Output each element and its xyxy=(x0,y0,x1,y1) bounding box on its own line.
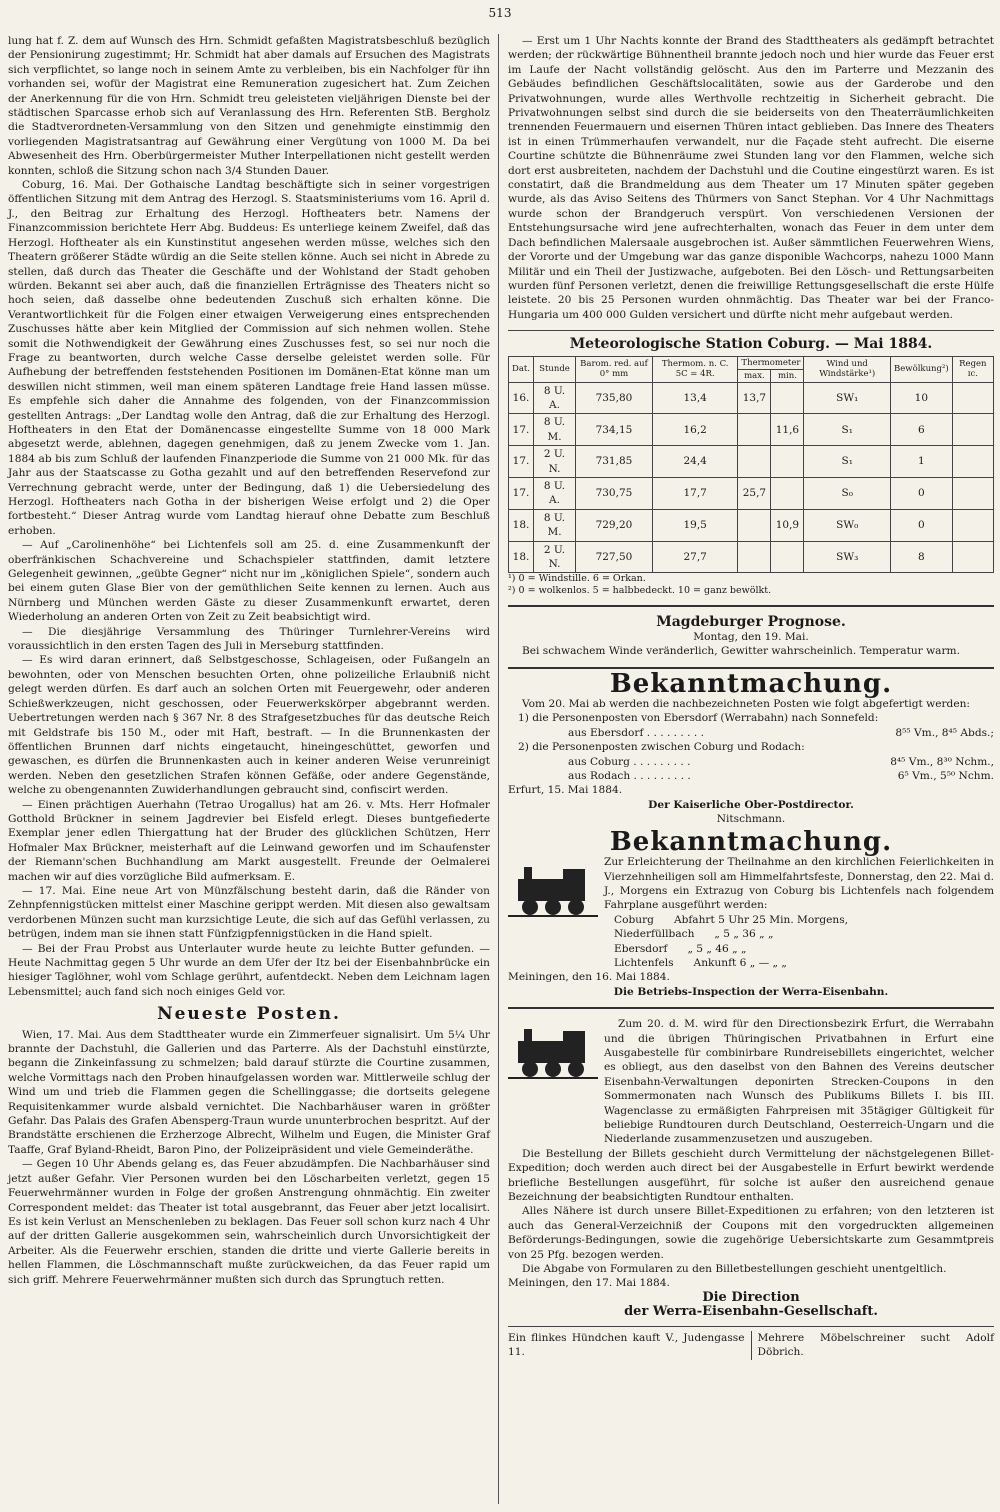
notice-text: Die Bestellung der Billets geschieht durch Vermittelung der nächstgelegenen Billet-Expedition; doch werden auch direct bei der Ausgabestelle in Erfurt bewirkt werdende briefliche Bestellungen ausgeführt, für solche ist außer den ausreichend genaue Bezeichnung der beabsichtigten Rundtour enthalten. xyxy=(508,1147,994,1204)
notice-signer: Der Kaiserliche Ober-Postdirector. xyxy=(648,798,854,811)
meteo-cell: 731,85 xyxy=(575,446,652,478)
meteo-cell: 16. xyxy=(509,382,534,414)
notice-time-row xyxy=(508,769,994,783)
meteo-cell: 13,7 xyxy=(738,382,771,414)
schedule-time: Abfahrt 5 Uhr 25 Min. Morgens, xyxy=(673,913,849,926)
schedule-station: Lichtenfels xyxy=(614,956,674,969)
meteo-cell xyxy=(952,446,993,478)
article-paragraph: — Einen prächtigen Auerhahn (Tetrao Urogallus) hat am 26. v. Mts. Herr Hofmaler Gotthold Brückner in seinem Jagdrevier bei Eisfeld erlegt. Dieses buntgefiederte Exemplar jener edlen Thiergattung hat der Bruder des glücklichen Schützen, Herr Hofmaler Max Brückner, meisterhaft auf die Leinwand geworfen und im Schaufenster der Riemann'schen Buchhandlung am Markt ausgestellt. Freunde der Oelmalerei machen wir auf dies vorzügliche Bild aufmerksam. E. xyxy=(8,798,490,883)
meteo-cell: 10,9 xyxy=(771,509,804,541)
meteo-table xyxy=(508,356,994,574)
meteo-cell: 17. xyxy=(509,446,534,478)
page-number: 513 xyxy=(488,6,512,20)
meteo-cell: 19,5 xyxy=(652,509,738,541)
divider xyxy=(508,605,994,607)
meteo-cell xyxy=(952,414,993,446)
meteo-note: ²) 0 = wolkenlos. 5 = halbbedeckt. 10 = ganz bewölkt. xyxy=(508,585,772,597)
meteo-header: Bewölkung²) xyxy=(891,356,953,382)
notice-text: Alles Nähere ist durch unsere Billet-Expeditionen zu erfahren; von den letzteren ist auch das General-Verzeichniß der Coupons mit den vorgedruckten allgemeinen Beförderungs-Bedingungen, sowie die zugehörige Uebersichtskarte zum Gesammtpreis von 25 Pfg. bezogen werden. xyxy=(508,1205,994,1261)
meteo-cell: 727,50 xyxy=(575,541,652,573)
news-heading: Neueste Posten. xyxy=(157,1004,341,1025)
small-ad: Ein flinkes Hündchen kauft V., Judengasse 11. xyxy=(508,1331,752,1360)
meteo-row xyxy=(509,509,994,541)
notice-text: Zum 20. d. M. wird für den Directionsbezirk Erfurt, die Werrabahn und die übrigen Thüringischen Privatbahnen in Erfurt eine Ausgabestelle für combinirbare Rundreisebillets eingerichtet, welcher es obliegt, aus den daselbst von den Bahnen des Vereins deutscher Eisenbahn-Verwaltungen deponirten Strecken-Coupons in den Sommermonaten nach Wunsch des Publikums Billets I. bis III. Wagenclasse zu ermäßigten Fahrpreisen mit 35tägiger Gültigkeit für beliebige Rundtouren durch Deutschland, Oesterreich-Ungarn und die Niederlande zusammenzusetzen und auszugeben. xyxy=(604,1018,994,1146)
prognose-text: Bei schwachem Winde veränderlich, Gewitter wahrscheinlich. Temperatur warm. xyxy=(522,645,960,658)
meteo-note: ¹) 0 = Windstille. 6 = Orkan. xyxy=(508,573,646,585)
right-column xyxy=(508,34,994,1360)
schedule-row xyxy=(604,956,994,970)
meteo-cell: 10 xyxy=(891,382,953,414)
schedule-station: Niederfüllbach xyxy=(614,928,695,941)
schedule-row xyxy=(604,913,994,927)
meteo-row xyxy=(509,382,994,414)
meteo-cell: 734,15 xyxy=(575,414,652,446)
notice-time-label: aus Rodach . . . . . . . . . xyxy=(568,770,691,783)
notice-signer: Die Direction xyxy=(702,1289,800,1305)
meteo-cell: 25,7 xyxy=(738,477,771,509)
meteo-cell: 1 xyxy=(891,446,953,478)
meteo-cell: 2 U. N. xyxy=(534,541,576,573)
meteo-header: Thermom. n. C. 5C = 4R. xyxy=(652,356,738,382)
article-paragraph: Coburg, 16. Mai. Der Gothaische Landtag beschäftigte sich in seiner vorgestrigen öffentlichen Sitzung mit dem Antrag des Herzogl. S. Staatsministeriums vom 16. April d. J., den Beitrag zur Erhaltung des Herzogl. Hoftheaters betr. Namens der Finanzcommission berichtete Herr Abg. Buddeus: Es unterliege keinem Zweifel, daß das Herzogl. Hoftheater als ein Kunstinstitut angesehen werden müsse, welches sich den Theatern größerer Städte würdig an die Seite stellen könne. Auch sei nicht in Abrede zu stellen, daß durch das Theater die Geschäfte und der Wohlstand der Stadt gehoben würden. Bekannt sei aber auch, daß die finanziellen Erträgnisse des Theaters nicht so hoch seien, daß dasselbe ohne bedeutenden Zuschuß sich erhalten könne. Die Verantwortlichkeit für die Folgen einer etwaigen Verweigerung eines entsprechenden Zuschusses hätte aber kein Mitglied der Commission auf sich nehmen wollen. Stehe somit die Nothwendigkeit der Gewährung eines Zuschusses fest, so sei nur noch die Frage zu beantworten, durch welche Casse derselbe geleistet werden solle. Für Aufhebung der betreffenden feststehenden Positionen im Domänen-Etat könne man um deswillen nicht stimmen, weil man einem späteren Landtage freie Hand lassen müsse. Es empfehle sich daher die Annahme des folgenden, von der Finanzcommission gestellten Antrags: „Der Landtag wolle den Antrag, daß die zur Erhaltung des Herzogl. Hoftheaters in den Etat der Domänencasse eingestellte Summe von 18 000 Mark abgesetzt werde, ablehnen, dagegen genehmigen, daß zu jenem Zwecke vom 1. Jan. 1884 ab bis zum Schluß der laufenden Finanzperiode die Summe von 21 000 Mk. für das Jahr aus der Staatscasse zu Gotha gezahlt und auf den betreffenden Reservefond zur Verrechnung gebracht werde, unter der Bedingung, daß 1) die Uebersiedelung des Herzogl. Hoftheaters nach Gotha in der bisherigen Weise erfolgt und 2) die Oper fortbesteht.“ Dieser Antrag wurde vom Landtag hierauf ohne Debatte zum Beschluß erhoben. xyxy=(8,179,490,537)
meteo-cell: 735,80 xyxy=(575,382,652,414)
notice-date: Meiningen, den 16. Mai 1884. xyxy=(508,971,670,984)
notice-text: Die Abgabe von Formularen zu den Billetbestellungen geschieht unentgeltlich. xyxy=(522,1263,947,1276)
schedule-time: „ 5 „ 46 „ „ xyxy=(687,942,747,955)
schedule-row xyxy=(604,927,994,941)
notice-date: Meiningen, den 17. Mai 1884. xyxy=(508,1277,670,1290)
meteo-cell: 6 xyxy=(891,414,953,446)
meteo-cell: 730,75 xyxy=(575,477,652,509)
meteo-cell xyxy=(738,446,771,478)
notice-signer-name: Nitschmann. xyxy=(716,813,786,826)
meteo-cell: 27,7 xyxy=(652,541,738,573)
meteo-row xyxy=(509,477,994,509)
news-paragraph: Wien, 17. Mai. Aus dem Stadttheater wurde ein Zimmerfeuer signalisirt. Um 5¼ Uhr brannte der Dachstuhl, die Gallerien und das Parterre. Als der Dachstuhl einstürzte, begann die Zinkeinfassung zu schmelzen; bald darauf stürzte die Courtine zusammen, welche Vormittags nach den Proben hinaufgelassen worden war. Mittlerweile schlug der Wind um und trieb die Flammen gegen die Schellinggasse; die dortseits gelegene Requisitenkammer wurde alsbald vernichtet. Die Nachbarhäuser waren in größter Gefahr. Das Palais des Grafen Abensperg-Traun wurde ununterbrochen bespritzt. Auf der Brandstätte erschienen die Erzherzoge Albrecht, Wilhelm und Eugen, die Minister Graf Taaffe, Graf Byland-Rheidt, Baron Pino, der Polizeipräsident und viele Gemeinderäthe. xyxy=(8,1028,490,1156)
meteo-cell: 18. xyxy=(509,541,534,573)
notice-item: 1) die Personenposten von Ebersdorf (Werrabahn) nach Sonnefeld: xyxy=(518,712,879,725)
locomotive-icon xyxy=(508,859,598,919)
meteo-cell xyxy=(952,509,993,541)
meteo-header: max. xyxy=(738,369,771,382)
news-paragraph: — Gegen 10 Uhr Abends gelang es, das Feuer abzudämpfen. Die Nachbarhäuser sind jetzt außer Gefahr. Vier Personen wurden bei den Löscharbeiten verletzt, gegen 15 Feuerwehrmänner wurden in Folge der großen Anstrengung ohnmächtig. Ein zweiter Correspondent meldet: das Theater ist total ausgebrannt, das Feuer aber jetzt localisirt. Es ist kein Verlust an Menschenleben zu beklagen. Das Feuer soll schon kurz nach 4 Uhr auf der dritten Gallerie ausgekommen sein, wahrscheinlich durch Unvorsichtigkeit der Arbeiter. Als die Feuerwehr erschien, standen die dritte und vierte Gallerie bereits in hellen Flammen, die Löschmannschaft mußte zurückweichen, da das Feuer rapid um sich griff. Mehrere Feuerwehrmänner mußten sich durch das Sprungtuch retten. xyxy=(8,1158,490,1286)
notice-intro: Vom 20. Mai ab werden die nachbezeichneten Posten wie folgt abgefertigt werden: xyxy=(522,698,970,711)
meteo-cell: S₀ xyxy=(804,477,891,509)
meteo-cell: 0 xyxy=(891,509,953,541)
meteo-cell: 0 xyxy=(891,477,953,509)
meteo-cell: 17. xyxy=(509,414,534,446)
meteo-header: Wind und Windstärke¹) xyxy=(804,356,891,382)
meteo-cell: 8 xyxy=(891,541,953,573)
fire-report-continued: — Erst um 1 Uhr Nachts konnte der Brand des Stadttheaters als gedämpft betrachtet werden; der rückwärtige Bühnentheil brannte jedoch noch und hier wurde das Feuer erst im Laufe der Nacht vollständig gelöscht. Aus den im Parterre und Mezzanin des Gebäudes befindlichen Geschäftslocalitäten, sowie aus der Garderobe und den Privatwohnungen, wurde alles Werthvolle rechtzeitig in Sicherheit gebracht. Die Privatwohnungen selbst sind durch die sie beiderseits von den Theaterräumlichkeiten trennenden Feuermauern und eisernen Thüren intact geblieben. Das Innere des Theaters ist in einen Trümmerhaufen verwandelt, nur die Façade steht aufrecht. Die eiserne Courtine schützte die Bühnenräume zwei Stunden lang vor den Flammen, welche sich dort erst ausbreiteten, nachdem der Dachstuhl und die Coutine eingestürzt waren. Es ist constatirt, daß die Brandmeldung aus dem Theater um 17 Minuten später gegeben wurde, als das Aviso Seitens des Thürmers von Sanct Stephan. Vor 4 Uhr Nachmittags wurde schon der Brandgeruch verspürt. Von verschiedenen Versionen der Entstehungsursache wird jene aufrechterhalten, wonach das Feuer in dem unter dem Dach befindlichen Malersaale ausgebrochen ist. Außer sämmtlichen Feuerwehren Wiens, der Vororte und der Umgebung war das ganze disponible Wachcorps, nahezu 1000 Mann Militär und ein Theil der Justizwache, aufgeboten. Bei den Lösch- und Rettungsarbeiten wurden fünf Personen verletzt, denen die freiwillige Rettungsgesellschaft die erste Hülfe leistete. 20 bis 25 Personen wurden ohnmächtig. Das Theater war bei der Franco-Hungaria um 400 000 Gulden versichert und dürfte nicht mehr aufgebaut werden. xyxy=(508,35,994,321)
meteo-row xyxy=(509,446,994,478)
notice-time-value: 8⁵⁵ Vm., 8⁴⁵ Abds.; xyxy=(895,726,994,739)
meteo-cell: SW₃ xyxy=(804,541,891,573)
small-ads xyxy=(508,1326,994,1360)
meteo-row xyxy=(509,541,994,573)
small-ad: Mehrere Möbelschreiner sucht Adolf Döbrich. xyxy=(757,1331,994,1359)
meteo-cell xyxy=(771,382,804,414)
notice-time-value: 6⁵ Vm., 5⁵⁰ Nchm. xyxy=(897,770,994,783)
meteo-cell xyxy=(771,446,804,478)
meteo-header: min. xyxy=(771,369,804,382)
notice-signer: der Werra-Eisenbahn-Gesellschaft. xyxy=(624,1304,878,1320)
article-paragraph: — 17. Mai. Eine neue Art von Münzfälschung besteht darin, daß die Ränder von Zehnpfennigstücken mittelst einer Maschine gerippt werden. Mit diesen also gewaltsam verdorbenen Münzen sucht man kurzsichtige Leute, die sich auf das Gefühl verlassen, zu betrügen, indem man sie ihnen statt Fünfzigpfennigstücken in die Hand spielt. xyxy=(8,884,490,941)
notice-signer: Die Betriebs-Inspection der Werra-Eisenbahn. xyxy=(613,985,889,998)
article-paragraph: — Auf „Carolinenhöhe“ bei Lichtenfels soll am 25. d. eine Zusammenkunft der oberfränkischen Schachvereine und Schachspieler stattfinden, damit letztere Gelegenheit gewinnen, „geübte Gegner“ nicht nur im „königlichen Spiele“, sondern auch bei einem guten Glase Bier von der gemüthlichen Seite kennen zu lernen. Auch aus Nürnberg und München werden Gäste zu dieser Zusammenkunft erwartet, deren Wiederholung an anderen Orten von Zeit zu Zeit beabsichtigt wird. xyxy=(8,539,490,624)
meteo-cell: 24,4 xyxy=(652,446,738,478)
meteo-header: Regen ɪc. xyxy=(952,356,993,382)
meteo-header-group: Thermometer xyxy=(738,356,804,369)
meteo-cell: S₁ xyxy=(804,446,891,478)
meteo-cell: 11,6 xyxy=(771,414,804,446)
meteo-cell: 13,4 xyxy=(652,382,738,414)
notice-extrazug xyxy=(508,855,994,970)
prognose-title: Magdeburger Prognose. xyxy=(656,614,846,631)
notice-time-value: 8⁴⁵ Vm., 8³⁰ Nchm., xyxy=(890,755,994,768)
meteo-cell xyxy=(738,541,771,573)
meteo-cell: 8 U. M. xyxy=(534,414,576,446)
meteo-cell xyxy=(952,541,993,573)
meteo-row xyxy=(509,414,994,446)
meteo-cell: 729,20 xyxy=(575,509,652,541)
notice-time-row xyxy=(508,755,994,769)
meteo-body xyxy=(509,382,994,573)
notice-title: Bekanntmachung. xyxy=(609,668,893,699)
notice-rundreise xyxy=(508,1017,994,1147)
meteo-cell: 18. xyxy=(509,509,534,541)
meteo-cell xyxy=(738,509,771,541)
schedule-station: Ebersdorf xyxy=(614,942,668,955)
meteo-cell: 8 U. M. xyxy=(534,509,576,541)
schedule xyxy=(604,913,994,971)
column-divider xyxy=(498,34,499,1504)
meteo-cell xyxy=(738,414,771,446)
article-paragraph: lung hat f. Z. dem auf Wunsch des Hrn. Schmidt gefaßten Magistratsbeschluß bezüglich der Pensionirung zugestimmt; Hr. Schmidt hat aber damals auf Ersuchen des Magistrats sich verpflichtet, so lange noch in seinem Amte zu verbleiben, bis ein Nachfolger für ihn vorhanden sei, wofür der Magistrat eine Remuneration zugesichert hat. Zum Zeichen der Anerkennung für die von Hrn. Schmidt treu geleisteten vieljährigen Dienste bei der städtischen Sparcasse erhob sich auf Veranlassung des Hrn. Referenten StB. Bergholz die Stadtverordneten-Versammlung von den Sitzen und genehmigte einstimmig den vorliegenden Magistratsantrag auf Gewährung einer Vergütung von 1000 M. Da bei Abwesenheit des Hrn. Oberbürgermeister Muther Interpellationen nicht gestellt werden konnten, schloß die Sitzung schon nach 3/4 Stunden Dauer. xyxy=(8,35,490,177)
meteo-cell xyxy=(771,477,804,509)
meteo-title: Meteorologische Station Coburg. — Mai 1884. xyxy=(508,330,994,351)
divider xyxy=(508,1007,994,1009)
schedule-station: Coburg xyxy=(614,913,654,926)
locomotive-icon xyxy=(508,1021,598,1081)
notice-item: 2) die Personenposten zwischen Coburg und Rodach: xyxy=(518,741,805,754)
schedule-time: Ankunft 6 „ — „ „ xyxy=(693,956,787,969)
schedule-row xyxy=(604,942,994,956)
meteo-cell: SW₀ xyxy=(804,509,891,541)
article-paragraph: — Es wird daran erinnert, daß Selbstgeschosse, Schlageisen, oder Fußangeln an bewohnten, oder von Menschen besuchten Orten, ohne polizeiliche Erlaubniß nicht gelegt werden dürfen. Es darf auch an solchen Orten mit Feuergewehr, oder anderen Schießwerkzeugen, nicht geschossen, oder Feuerwerkskörper abgebrannt werden. Uebertretungen werden nach § 367 Nr. 8 des Strafgesetzbuches für das deutsche Reich mit Geldstrafe bis 150 M., oder mit Haft, bestraft. — In die Brunnenkasten der öffentlichen Brunnen darf nichts eingetaucht, hineingeschüttet, geworfen und gewaschen, es dürfen die Brunnenkasten auch in keiner anderen Weise verunreinigt werden. Neben den gesetzlichen Strafen können Gefäße, oder andere Gegenstände, welche zu obengenannten Zuwiderhandlungen gebraucht sind, confiscirt werden. xyxy=(8,654,490,797)
schedule-time: „ 5 „ 36 „ „ xyxy=(714,928,774,941)
notice-time-label: aus Coburg . . . . . . . . . xyxy=(568,755,691,768)
notice-date: Erfurt, 15. Mai 1884. xyxy=(508,784,623,797)
meteo-cell: 8 U. A. xyxy=(534,477,576,509)
meteo-cell xyxy=(952,477,993,509)
meteo-header: Stunde xyxy=(534,356,576,382)
meteo-cell: 2 U. N. xyxy=(534,446,576,478)
meteo-header: Barom. red. auf 0° mm xyxy=(575,356,652,382)
notice-intro: Zur Erleichterung der Theilnahme an den kirchlichen Feierlichkeiten in Vierzehnheiligen soll am Himmelfahrtsfeste, Donnerstag, den 22. Mai d. J., Morgens ein Extrazug von Coburg bis Lichtenfels nach folgendem Fahrplane ausgeführt werden: xyxy=(604,856,994,912)
left-column xyxy=(8,34,490,1287)
meteo-cell: 17,7 xyxy=(652,477,738,509)
meteo-cell xyxy=(952,382,993,414)
meteo-cell xyxy=(771,541,804,573)
meteo-cell: 17. xyxy=(509,477,534,509)
notice-time-label: aus Ebersdorf . . . . . . . . . xyxy=(568,726,704,739)
article-paragraph: — Die diesjährige Versammlung des Thüringer Turnlehrer-Vereins wird voraussichtlich in den ersten Tagen des Juli in Merseburg stattfinden. xyxy=(8,625,490,653)
meteo-cell: SW₁ xyxy=(804,382,891,414)
meteo-cell: S₁ xyxy=(804,414,891,446)
prognose-date: Montag, den 19. Mai. xyxy=(693,630,809,643)
article-paragraph: — Bei der Frau Probst aus Unterlauter wurde heute zu leichte Butter gefunden. — Heute Nachmittag gegen 5 Uhr wurde an dem Ufer der Itz bei der Eisenbahnbrücke ein hiesiger Taglöhner, wohl vom Schlage gerührt, aufentdeckt. Neben dem Leichnam lagen Lebensmittel; auch fand sich noch einiges Geld vor. xyxy=(8,942,490,998)
meteo-cell: 8 U. A. xyxy=(534,382,576,414)
meteo-header: Dat. xyxy=(509,356,534,382)
meteo-cell: 16,2 xyxy=(652,414,738,446)
notice-title: Bekanntmachung. xyxy=(609,826,893,857)
notice-time-row xyxy=(508,726,994,740)
